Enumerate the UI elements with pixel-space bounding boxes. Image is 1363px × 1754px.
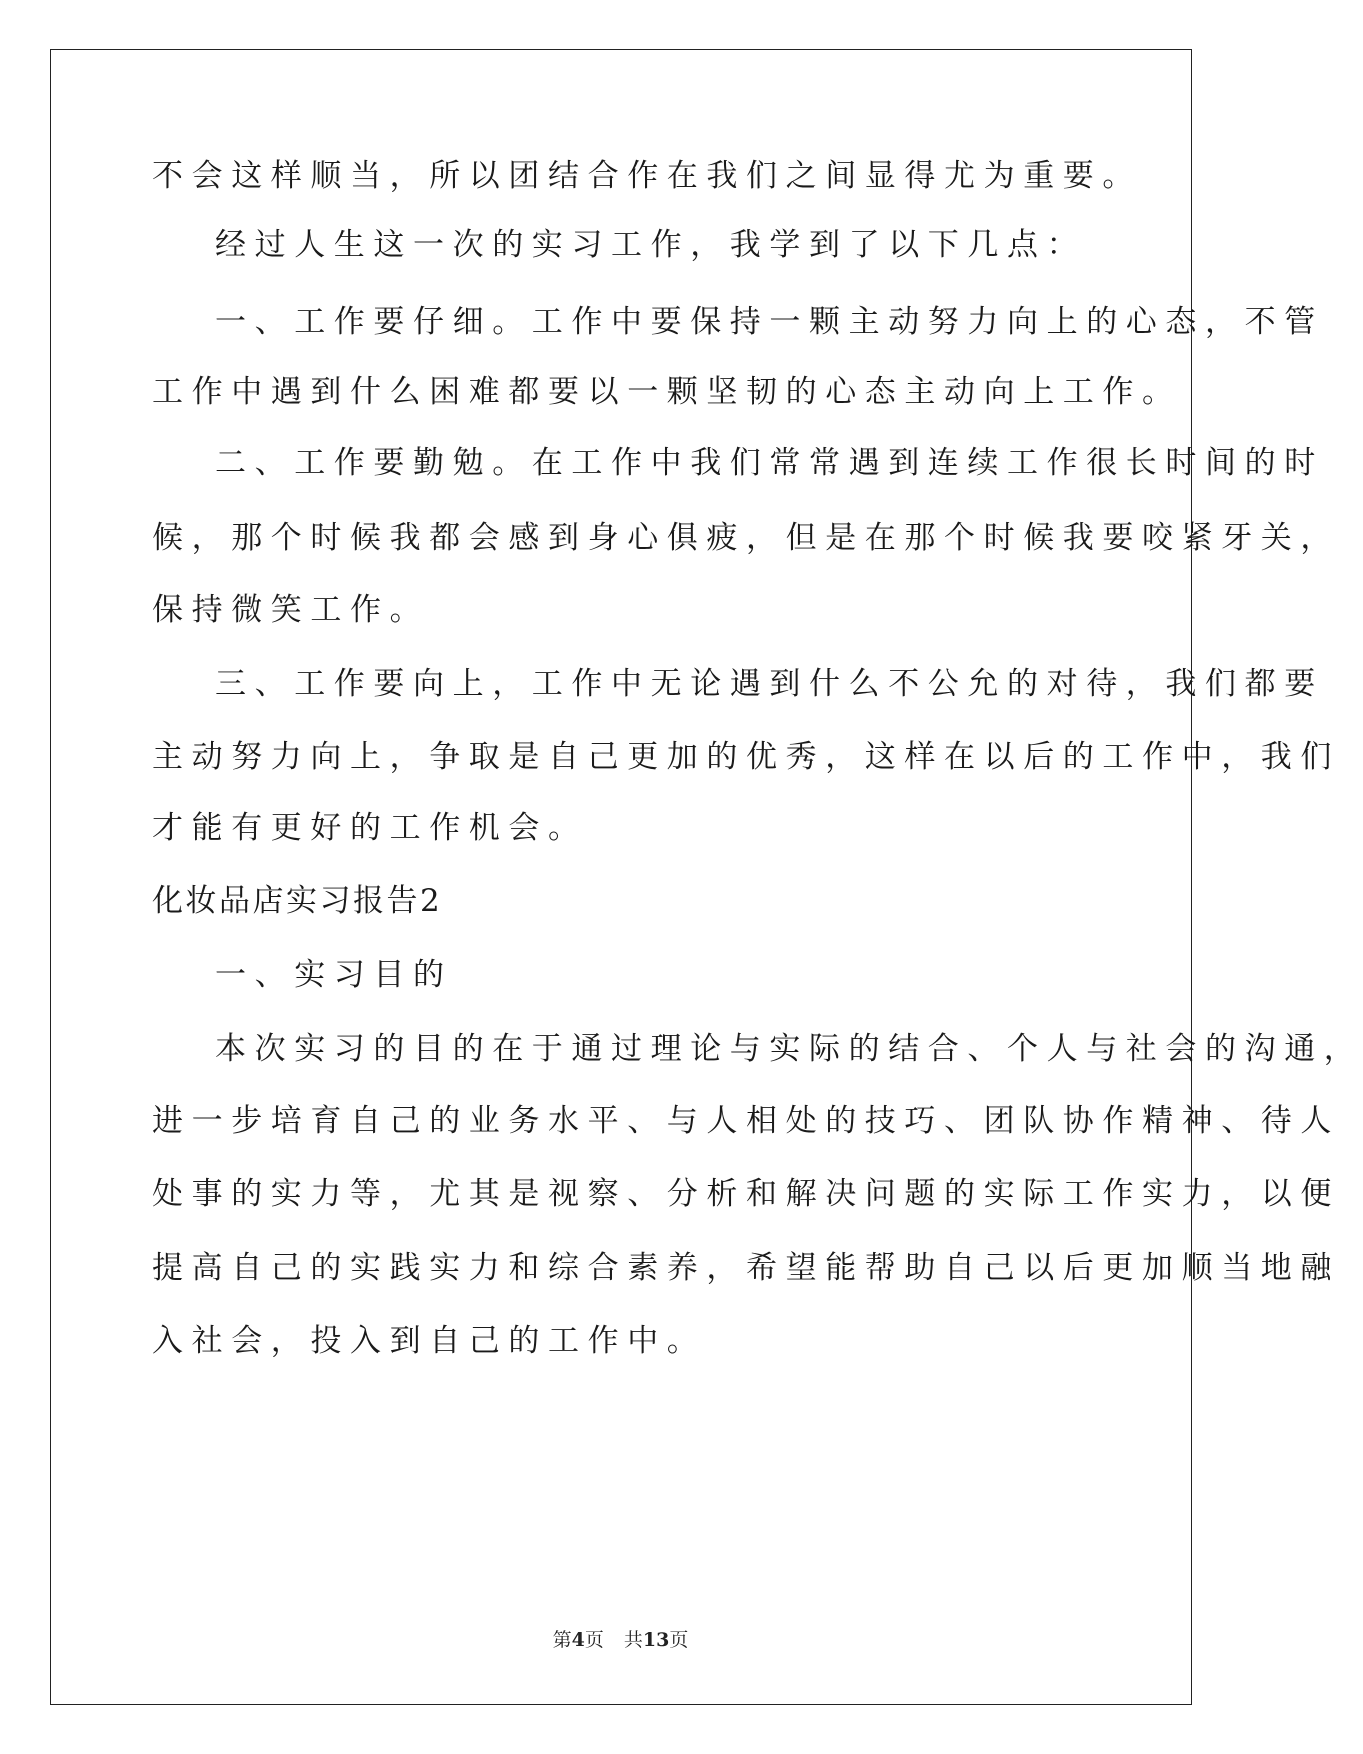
page-suffix: 页: [584, 1629, 604, 1651]
total-suffix: 页: [669, 1629, 689, 1651]
list-item-1-line: 一、工作要仔细。工作中要保持一颗主动努力向上的心态，不管: [215, 304, 1324, 340]
paragraph-line: 进一步培育自己的业务水平、与人相处的技巧、团队协作精神、待人: [152, 1103, 1340, 1139]
list-item-2-line: 保持微笑工作。: [152, 592, 430, 628]
list-item-2-line: 候，那个时候我都会感到身心俱疲，但是在那个时候我要咬紧牙关，: [152, 520, 1340, 556]
paragraph-line: 本次实习的目的在于通过理论与实际的结合、个人与社会的沟通，: [215, 1031, 1363, 1067]
page-prefix: 第: [552, 1629, 572, 1651]
list-item-3-line: 三、工作要向上，工作中无论遇到什么不公允的对待，我们都要: [215, 666, 1324, 702]
paragraph-line: 提高自己的实践实力和综合素养，希望能帮助自己以后更加顺当地融: [152, 1250, 1340, 1286]
page-border: [50, 49, 1192, 1705]
list-item-1-line: 工作中遇到什么困难都要以一颗坚韧的心态主动向上工作。: [152, 374, 1182, 410]
list-item-3-line: 才能有更好的工作机会。: [152, 810, 588, 846]
page-footer: [0, 1628, 1241, 1652]
paragraph-line: 入社会，投入到自己的工作中。: [152, 1323, 707, 1359]
list-item-3-line: 主动努力向上，争取是自己更加的优秀，这样在以后的工作中，我们: [152, 739, 1340, 775]
total-prefix: 共: [623, 1629, 643, 1651]
paragraph-line: 处事的实力等，尤其是视察、分析和解决问题的实际工作实力，以便: [152, 1176, 1340, 1212]
page-number: 4: [571, 1629, 585, 1651]
total-pages: 13: [642, 1629, 670, 1651]
paragraph-line: 不会这样顺当，所以团结合作在我们之间显得尤为重要。: [152, 158, 1142, 194]
subsection-title: 一、实习目的: [215, 957, 453, 993]
list-item-2-line: 二、工作要勤勉。在工作中我们常常遇到连续工作很长时间的时: [215, 445, 1324, 481]
paragraph-line: 经过人生这一次的实习工作，我学到了以下几点：: [215, 227, 1087, 263]
section-title: 化妆品店实习报告2: [152, 883, 443, 919]
